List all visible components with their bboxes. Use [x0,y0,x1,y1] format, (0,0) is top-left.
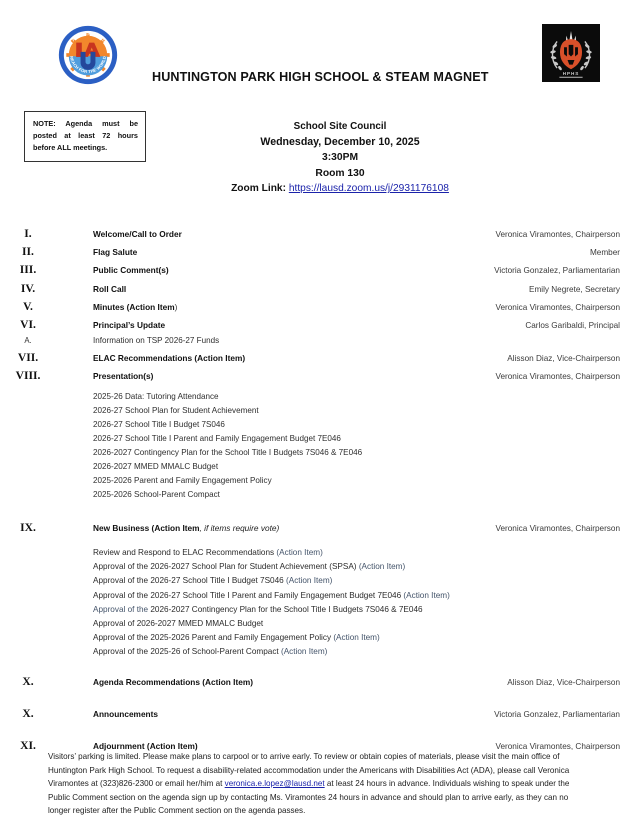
footer-text-part1: Visitors’ parking is limited. Please make plans to carpool or to arrive early. To review or obtain copies of materials, please visit the main office of Huntington Park High School. To request a disability-related accommodation under the Americans with Disabilities Act (ADA), please call Veronica Viramontes at (323)826-2300 or email her/him at [48,752,570,789]
agenda-row [0,246,620,258]
action-item-tag: (Action Item) [286,576,333,586]
list-item: 2026-2027 MMED MMALC Budget [93,461,219,471]
hphs-initials: HPHS [562,71,580,77]
list-item: 2025-2026 School-Parent Compact [93,489,220,499]
agenda-row [0,352,620,364]
list-item [93,560,620,574]
agenda-topic: Presentation(s) [93,370,154,381]
agenda-topic-main: Minutes (Action Item [93,301,175,312]
list-item [93,645,620,659]
agenda-numeral: VIII. [15,368,41,382]
agenda-presenter: Veronica Viramontes, Chairperson [495,371,620,381]
new-business-note: , if items require vote) [199,522,280,533]
agenda-row [0,319,620,331]
footer-notice [48,750,576,818]
agenda-topic: Announcements [93,708,158,719]
new-business-label: New Business (Action Item [93,522,200,533]
lausd-top-arc-text: LOS ANGELES UNIFIED [64,31,112,52]
list-item [93,546,620,560]
item-text: Approval of the 2026-2027 School Plan for Student Achievement (SPSA) [93,562,359,572]
meeting-date: Wednesday, December 10, 2025 [260,136,420,149]
agenda-presenter: Veronica Viramontes, Chairperson [495,302,620,312]
agenda-row [0,301,620,313]
agenda-presenter: Member [589,248,620,258]
agenda-numeral: X. [22,706,34,720]
email-link[interactable]: veronica.e.lopez@lausd.net [224,779,325,789]
document-header [0,0,620,105]
agenda-row [0,264,620,276]
agenda-presenter: Emily Negrete, Secretary [528,284,620,294]
action-item-tag: (Action Item) [358,562,406,572]
council-name: School Site Council [293,121,387,132]
agenda-topic: Roll Call [93,283,127,294]
item-text: Approval of the 2025-26 of School-Parent Compact [93,647,281,657]
new-business-row [0,522,620,534]
meeting-time: 3:30PM [321,152,359,164]
agenda-presenter: Victoria Gonzalez, Parliamentarian [494,709,620,719]
agenda-topic: Public Comment(s) [93,265,169,276]
zoom-line [150,181,530,197]
agenda-numeral: XI. [20,738,36,752]
list-item [93,589,620,603]
list-item [93,574,620,588]
hphs-spartan-logo [542,24,600,82]
agenda-row [0,708,620,720]
meeting-room: Room 130 [315,167,365,179]
agenda-topic: Flag Salute [93,247,138,258]
posting-note-box: NOTE: Agenda must be posted at least 72 hours before ALL meetings. [24,111,146,162]
action-item-tag: (Action Item) [276,548,323,558]
action-item-tag: (Action Item) [333,633,380,643]
agenda-presenter: Victoria Gonzalez, Parliamentarian [494,266,620,276]
agenda-numeral: VII. [17,350,39,364]
meeting-details [150,119,530,197]
item-text: Approval of 2026-2027 MMED MMALC Budget [93,618,264,628]
item-text: Review and Respond to ELAC Recommendations [93,548,277,558]
item-text: Approval of the 2026-27 School Title I Budget 7S046 [93,576,286,586]
list-item: 2026-2027 Contingency Plan for the School Title I Budgets 7S046 & 7E046 [93,447,363,457]
agenda-topic [52,524,440,533]
agenda-presenter: Alisson Diaz, Vice-Chairperson [507,353,620,363]
agenda-row [0,370,620,382]
agenda-numeral: III. [19,263,37,277]
agenda-topic: Agenda Recommendations (Action Item) [93,676,253,687]
item-text: Approval of the 2025-2026 Parent and Family Engagement Policy [93,633,334,643]
zoom-label: Zoom Link: [231,183,286,195]
footer-text-part2: at least 24 hours in advance. Individuals wishing to speak under the Public Comment section on the agenda sign up by contacting Ms. Viramontes 24 hours in advance and should plan to arrive early, as they can no longer register after the Public Comment section on the agenda passes. [48,779,570,816]
agenda-numeral: II. [22,245,34,259]
agenda-subtopic: Information on TSP 2026-27 Funds [93,336,220,346]
list-item: 2025-26 Data: Tutoring Attendance [93,391,219,401]
list-item [93,617,620,631]
agenda-subrow [0,337,620,345]
agenda-topic: Welcome/Call to Order [93,229,182,239]
list-item: 2025-2026 Parent and Family Engagement Policy [93,475,272,485]
agenda-numeral: I. [24,227,32,240]
item-text: Approval of the 2026-27 School Title I Parent and Family Engagement Budget 7E046 [93,590,404,600]
agenda-topic [52,303,422,312]
list-item: 2026-27 School Title I Parent and Family Engagement Budget 7E046 [93,433,341,443]
page-title: HUNTINGTON PARK HIGH SCHOOL & STEAM MAGNET [152,70,489,84]
agenda-numeral: V. [23,299,33,313]
item-text: 2026-2027 Contingency Plan for the School Title I Budgets 7S046 & 7E046 [150,604,423,614]
agenda-topic: Principal’s Update [93,319,166,330]
lausd-bottom-arc-text: REACH FOR THE WORLD [69,55,107,75]
agenda-numeral: IV. [20,281,36,295]
agenda-topic-tail: ) [174,301,178,312]
agenda-list [0,228,620,752]
agenda-subnumeral: A. [24,336,32,346]
lausd-logo [57,22,119,88]
agenda-topic: ELAC Recommendations (Action Item) [93,352,246,363]
item-lead: Approval of the [93,604,151,614]
list-item: 2026-27 School Title I Budget 7S046 [93,419,225,429]
list-item [93,631,620,645]
list-item [93,603,620,617]
agenda-numeral: VI. [20,317,36,331]
meeting-info-zone [0,105,620,228]
list-item: 2026-27 School Plan for Student Achievement [93,405,259,415]
agenda-presenter: Carlos Garibaldi, Principal [525,320,620,330]
agenda-presenter: Veronica Viramontes, Chairperson [495,230,620,239]
agenda-numeral: X. [22,674,34,688]
agenda-presenter: Veronica Viramontes, Chairperson [495,741,620,751]
agenda-row [0,228,620,240]
agenda-numeral: IX. [20,520,36,534]
zoom-link[interactable]: https://lausd.zoom.us/j/2931176108 [288,183,449,195]
agenda-presenter: Veronica Viramontes, Chairperson [495,523,620,533]
agenda-presenter: Alisson Diaz, Vice-Chairperson [507,677,620,687]
agenda-row [0,283,620,295]
new-business-list [0,546,620,660]
action-item-tag: (Action Item) [403,590,450,600]
agenda-topic: Adjournment (Action Item) [93,740,198,751]
action-item-tag: (Action Item) [280,647,328,657]
agenda-row [0,676,620,688]
presentations-list [0,390,620,502]
